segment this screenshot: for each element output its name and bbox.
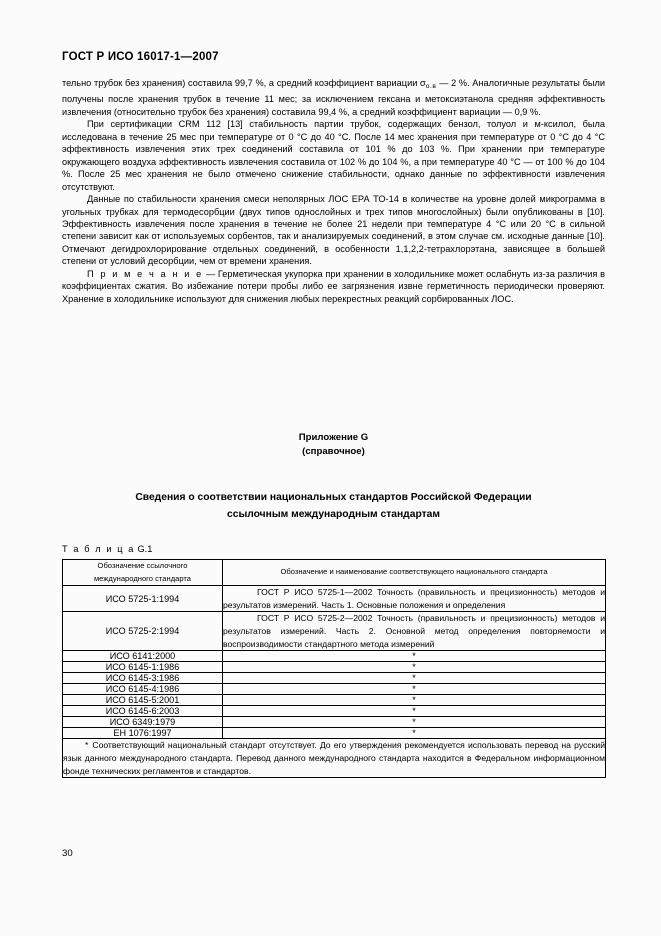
cell-reference-code: ИСО 5725-1:1994: [63, 586, 223, 612]
paragraph-1-part-1: тельно трубок без хранения) составила 99,7 %, а средний коэффициент вариации σ: [62, 78, 426, 88]
cell-reference-code: ИСО 6145-5:2001: [63, 695, 223, 706]
cell-national-standard: *: [223, 673, 606, 684]
table-footnote-row: [63, 739, 606, 778]
paragraph-storage-stability: [62, 77, 605, 118]
table-header-row: [63, 560, 606, 586]
cell-national-standard: *: [223, 684, 606, 695]
cell-national-standard: *: [223, 651, 606, 662]
running-head: ГОСТ Р ИСО 16017-1—2007: [62, 51, 219, 63]
table-row: [63, 586, 606, 612]
appendix-title-line-2: ссылочным международным стандартам: [227, 508, 440, 520]
paragraph-epa-to-14: Данные по стабильности хранения смеси неполярных ЛОС ЕРА ТО-14 в количестве на уровне долей микрограмма в угольных трубках для термодесорбции (двух типов однослойных и трех типов многослойных) были опубликованы в [10]. Эффективность извлечения после хранения в течение не более 21 недели при температуре 4 °С или 20 °С в сильной степени зависит как от используемых сорбентов, так и анализируемых соединений, в этом случае см. исходные данные [10]. Отмечают дегидрохлорирование отдельных соединений, в особенности 1,1,2,2-тетрахлорэтана, зависящее в большей степени от условий десорбции, чем от времени хранения.: [62, 194, 605, 267]
cell-reference-code: ИСО 6145-4:1986: [63, 684, 223, 695]
appendix-title: [62, 490, 605, 523]
cell-national-standard-text: ГОСТ Р ИСО 5725-2—2002 Точность (правильность и прецизионность) методов и результатов измерений. Часть 2. Основной метод определения повторяемости и воспроизводимости стандартного метода измерений: [223, 613, 605, 649]
appendix-label: Приложение G: [298, 432, 369, 444]
cell-reference-code: ИСО 6349:1979: [63, 717, 223, 728]
table-row: [63, 662, 606, 673]
table-row: [63, 651, 606, 662]
column-header-national-standard: Обозначение и наименование соответствующего национального стандарта: [223, 560, 606, 586]
standards-correspondence-table: [62, 559, 606, 778]
table-caption-label: Т а б л и ц а: [62, 544, 135, 555]
appendix-title-line-1: Сведения о соответствии национальных стандартов Российской Федерации: [135, 492, 532, 504]
cell-reference-code: ИСО 6145-3:1986: [63, 673, 223, 684]
note-label: П р и м е ч а н и е: [87, 268, 204, 279]
column-header-reference-standard: [63, 560, 223, 586]
paragraph-1-part-2: — 2 %. Аналогичные результаты были получены после хранения трубок в течение 11 мес; за исключением гексана и метоксиэтанола средняя эффективность извлечения (относительно трубок без хранения) составила 99,4 %, а средний коэффициент вариации — 0,9 %.: [62, 78, 605, 117]
cell-national-standard: *: [223, 706, 606, 717]
table-row: [63, 612, 606, 651]
table-row: [63, 673, 606, 684]
cell-national-standard: [223, 612, 606, 651]
table-row: [63, 695, 606, 706]
cell-national-standard-text: ГОСТ Р ИСО 5725-1—2002 Точность (правильность и прецизионность) методов и результатов измерений. Часть 1. Основные положения и определения: [223, 587, 605, 610]
page-number: 30: [62, 848, 73, 859]
cell-reference-code: ЕН 1076:1997: [63, 728, 223, 739]
table-caption-number: G.1: [137, 544, 153, 555]
cell-reference-code: ИСО 5725-2:1994: [63, 612, 223, 651]
footnote-marker: *: [85, 740, 89, 751]
note-paragraph: [62, 268, 605, 305]
table-body: [63, 586, 606, 778]
cell-national-standard: *: [223, 695, 606, 706]
cell-national-standard: [223, 586, 606, 612]
appendix-kind: (справочное): [302, 446, 365, 458]
note-body: — Герметическая укупорка при хранении в холодильнике может ослабнуть из-за различия в коэффициентах сжатия. Во избежание потери пробы либо ее загрязнения извне герметичность периодически проверяют. Хранение в холодильнике используют для снижения любых перекрестных реакций сорбированных ЛОС.: [62, 268, 605, 304]
table-footnote: [63, 739, 606, 778]
cell-national-standard: *: [223, 728, 606, 739]
column-header-reference-standard-line-2: международного стандарта: [93, 573, 192, 583]
table-caption: [62, 544, 605, 554]
cell-reference-code: ИСО 6145-1:1986: [63, 662, 223, 673]
appendix-heading: [62, 431, 605, 459]
sigma-subscript: о.в: [425, 83, 437, 90]
table-row: [63, 728, 606, 739]
table-row: [63, 717, 606, 728]
cell-national-standard: *: [223, 662, 606, 673]
body-text-block: [62, 77, 605, 305]
column-header-reference-standard-line-1: Обозначение ссылочного: [97, 561, 188, 571]
paragraph-crm-112: При сертификации CRM 112 [13] стабильность партии трубок, содержащих бензол, толуол и м-ксилол, была исследована в течение 25 мес при температуре от 0 °С до 40 °С. После 14 мес хранения при температуре от 0 °С до 4 °С эффективность извлечения этих трех соединений составила от 101 % до 103 %. При хранении при температуре окружающего воздуха эффективность извлечения составила от 102 % до 104 %, а при температуре 40 °С — от 100 % до 104 %. После 25 мес хранения не было отмечено снижение стабильности, однако данные по эффективности извлечения отсутствуют.: [62, 119, 605, 192]
table-row: [63, 684, 606, 695]
cell-national-standard: *: [223, 717, 606, 728]
cell-reference-code: ИСО 6141:2000: [63, 651, 223, 662]
table-row: [63, 706, 606, 717]
page-content: [62, 0, 605, 778]
footnote-text: Соответствующий национальный стандарт отсутствует. До его утверждения рекомендуется использовать перевод на русский язык данного международного стандарта. Перевод данного международного стандарта находится в Федеральном информационном фонде технических регламентов и стандартов.: [63, 740, 605, 776]
cell-reference-code: ИСО 6145-6:2003: [63, 706, 223, 717]
